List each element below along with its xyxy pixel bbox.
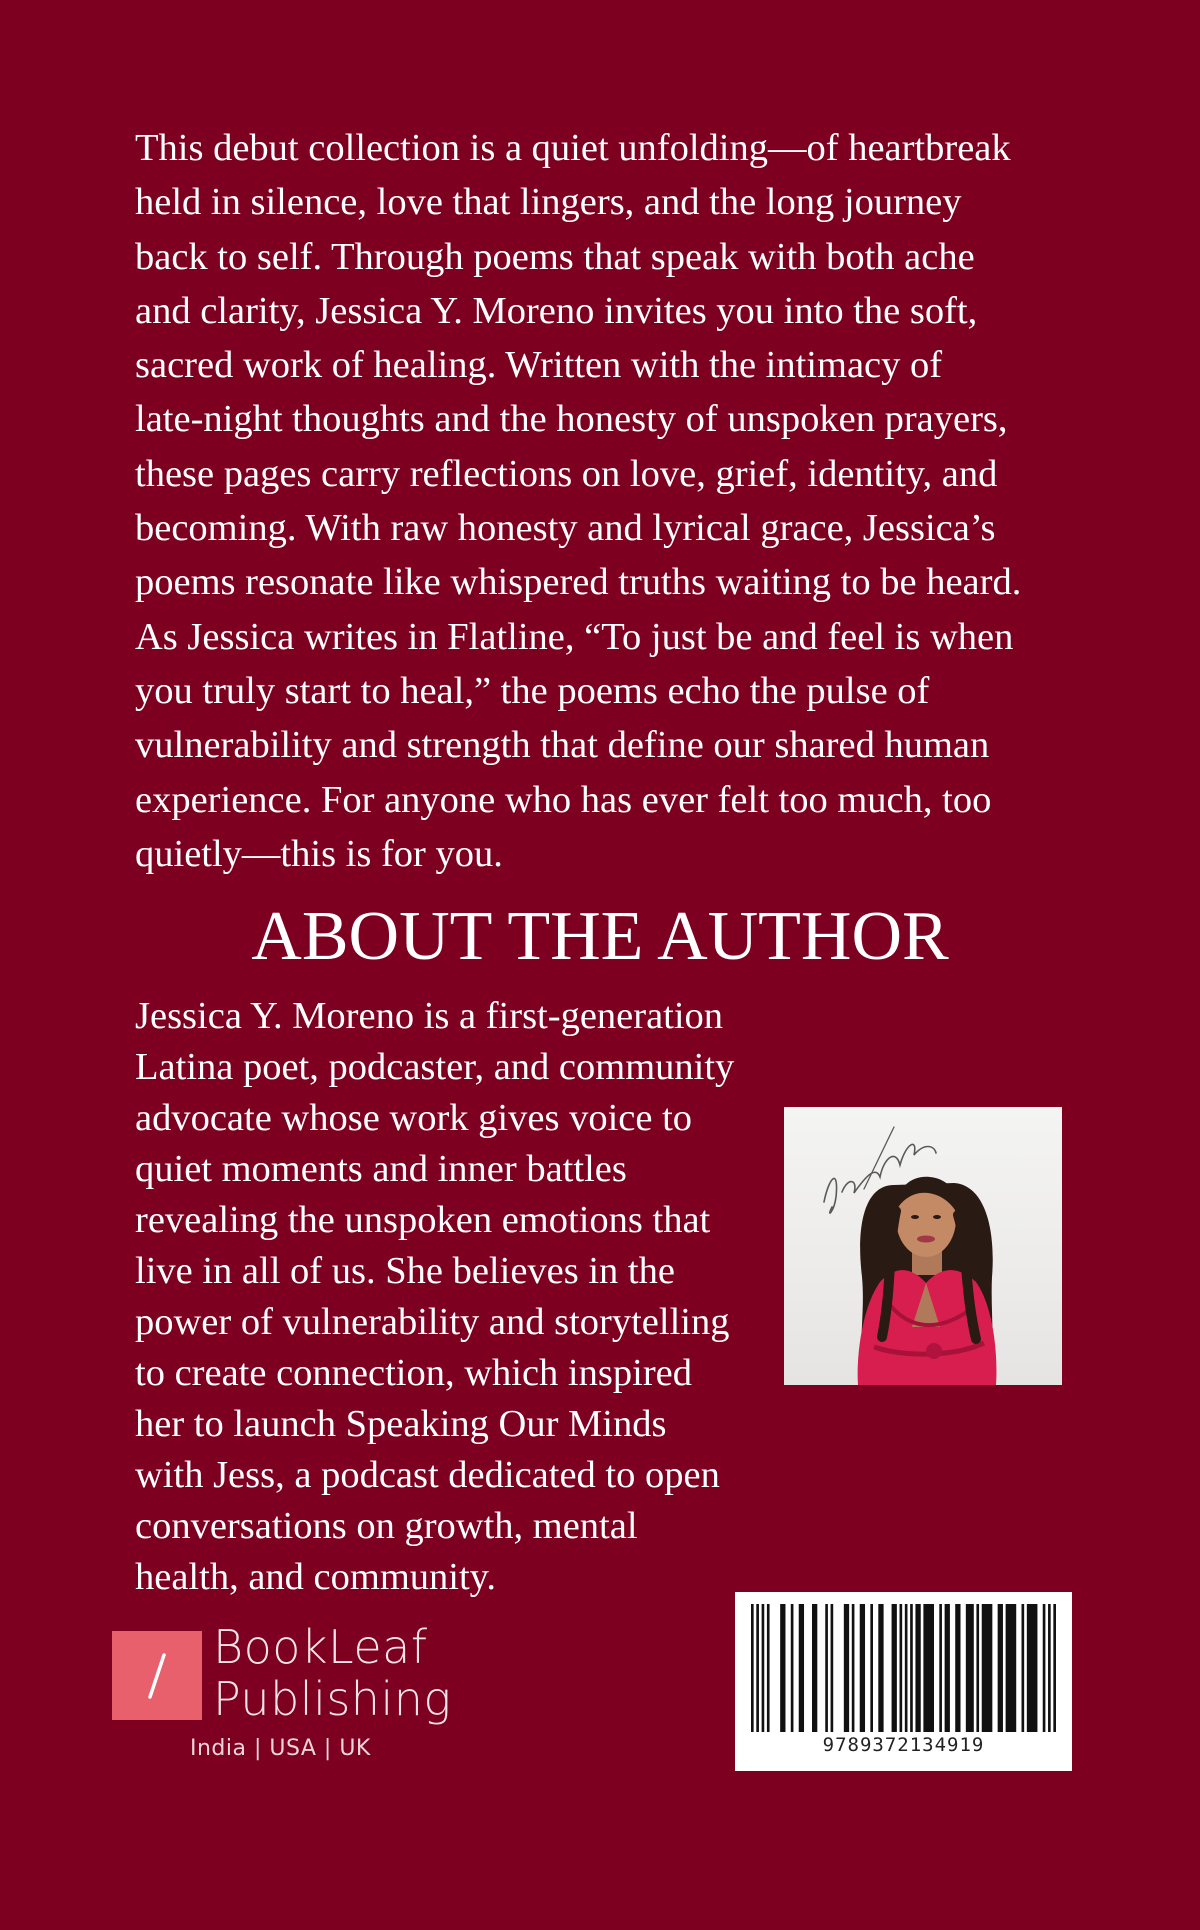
barcode-bar [1006, 1604, 1017, 1732]
barcode-bar [860, 1604, 865, 1732]
barcode-bar [1048, 1604, 1051, 1732]
barcode-bar [812, 1604, 817, 1732]
barcode-bar [852, 1604, 855, 1732]
barcode-bar [762, 1604, 765, 1732]
barcode-bar [844, 1604, 849, 1732]
slash-icon [112, 1631, 202, 1720]
barcode-bar [1027, 1604, 1038, 1732]
about-author-heading: ABOUT THE AUTHOR [251, 898, 949, 975]
barcode-bar [982, 1604, 993, 1732]
barcode-bar [1022, 1604, 1025, 1732]
barcode-bar [915, 1604, 920, 1732]
publisher-logo-mark [112, 1631, 202, 1720]
book-blurb: This debut collection is a quiet unfolding—of heartbreak held in silence, love that lingers, and the long journey back to self. Through poems that speak with both ache and clarity, Jessica Y. Moreno invites you into the soft, sacred work of healing. Written with the intimacy of late-night thoughts and the honesty of unspoken prayers, these pages carry reflections on love, grief, identity, and becoming. With raw honesty and lyrical grace, Jessica’s poems resonate like whispered truths waiting to be heard. As Jessica writes in Flatline, “To just be and feel is when you truly start to heal,” the poems echo the pulse of vulnerability and strength that define our shared human experience. For anyone who has ever felt too much, too quietly—this is for you. [135, 127, 1022, 875]
barcode-bar [831, 1604, 834, 1732]
publisher-name-line2: Publishing [213, 1672, 452, 1726]
barcode-bar [966, 1604, 974, 1732]
publisher-name-line1: BookLeaf [213, 1620, 428, 1674]
barcode-bar [791, 1604, 794, 1732]
isbn-number: 9789372134919 [822, 1734, 985, 1756]
barcode-bar [870, 1604, 873, 1732]
barcode-bar [905, 1604, 908, 1732]
barcode-bar [945, 1604, 950, 1732]
barcode-bar [1053, 1604, 1056, 1732]
barcode-bar [1043, 1604, 1046, 1732]
barcode-bar [892, 1604, 897, 1732]
barcode-bar [923, 1604, 934, 1732]
barcode-bar [756, 1604, 759, 1732]
barcode-bar [878, 1604, 883, 1732]
barcode-bar [825, 1604, 828, 1732]
barcode-bar [767, 1604, 770, 1732]
barcode-bar [780, 1604, 785, 1732]
barcode-bar [751, 1604, 754, 1732]
barcode-bar [910, 1604, 913, 1732]
publisher-name [213, 1621, 452, 1725]
barcode-bar [998, 1604, 1003, 1732]
barcode-bar [955, 1604, 960, 1732]
barcode-bar [900, 1604, 903, 1732]
barcode-bar [976, 1604, 979, 1732]
publisher-regions: India | USA | UK [190, 1736, 371, 1761]
barcode-bar [799, 1604, 804, 1732]
barcode-bar [939, 1604, 942, 1732]
author-photo [784, 1107, 1062, 1385]
author-portrait-illustration [784, 1107, 1062, 1385]
author-bio: Jessica Y. Moreno is a first-generation Latina poet, podcaster, and community advocate whose work gives voice to quiet moments and inner battles revealing the unspoken emotions that live in all of us. She believes in the power of vulnerability and storytelling to create connection, which inspired her to launch Speaking Our Minds with Jess, a podcast dedicated to open conversations on growth, mental health, and community. [135, 995, 735, 1598]
isbn-barcode [735, 1592, 1072, 1771]
